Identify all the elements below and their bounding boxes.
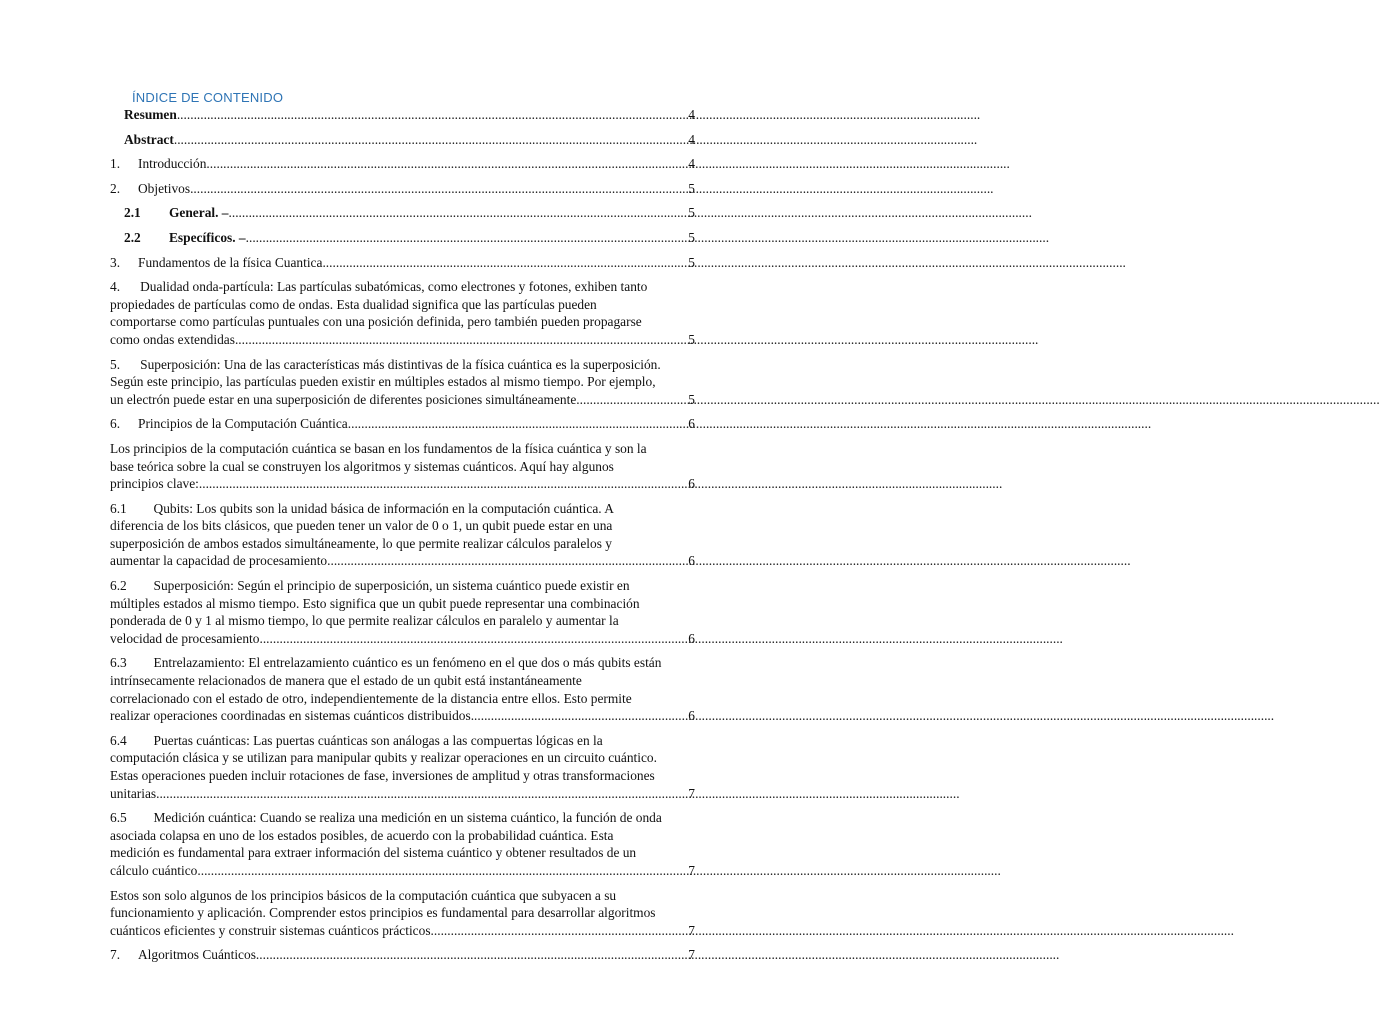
toc-page-number: 6 <box>688 476 695 492</box>
toc-text-line: Los principios de la computación cuántica se basan en los fundamentos de la física cuántica y son la <box>110 440 647 456</box>
toc-entry-algoritmos[interactable] <box>110 946 695 964</box>
toc-entry-number: 2.2 <box>124 229 141 245</box>
toc-text-line: realizar operaciones coordinadas en sistemas cuánticos distribuidos <box>110 708 471 724</box>
toc-page-number: 4 <box>688 131 695 147</box>
toc-text-line: múltiples estados al mismo tiempo. Esto significa que un qubit puede representar una combinación <box>110 595 640 611</box>
toc-entry-number: 3. <box>110 254 121 270</box>
toc-page-number: 5 <box>688 229 695 245</box>
dot-leader <box>576 391 687 409</box>
toc-text-line: diferencia de los bits clásicos, que pueden tener un valor de 0 o 1, un qubit puede estar en una <box>110 518 613 534</box>
toc-page-number: 5 <box>688 180 695 196</box>
toc-entry-conclusion-principios[interactable] <box>110 887 695 940</box>
toc-entry-text: Principios de la Computación Cuántica <box>138 416 348 432</box>
toc-text-line: 6.2 Superposición: Según el principio de superposición, un sistema cuántico puede existir en <box>110 578 630 594</box>
toc-text-line: 5. Superposición: Una de las características más distintivas de la física cuántica es la superposición. <box>110 356 661 372</box>
dot-leader <box>229 204 688 222</box>
dot-leader <box>177 106 687 124</box>
toc-entry-text: Específicos. – <box>169 229 246 245</box>
dot-leader <box>199 475 687 493</box>
toc-entry-text: General. – <box>169 205 229 221</box>
toc-page-number: 6 <box>688 416 695 432</box>
toc-entry-puertas-cuanticas[interactable] <box>110 732 695 802</box>
toc-page-number: 6 <box>688 553 695 569</box>
toc-entry-principios[interactable] <box>110 415 695 433</box>
toc-text-line: cálculo cuántico <box>110 862 198 878</box>
dot-leader <box>327 552 687 570</box>
toc-entry-number: 2. <box>110 180 121 196</box>
dot-leader <box>206 155 687 173</box>
dot-leader <box>174 131 687 149</box>
toc-entry-dualidad[interactable] <box>110 278 695 348</box>
dot-leader <box>431 922 688 940</box>
toc-page-number: 5 <box>688 254 695 270</box>
toc-text-line: como ondas extendidas <box>110 331 235 347</box>
toc-text-line: ponderada de 0 y 1 al mismo tiempo, lo que permite realizar cálculos en paralelo y aumentar la <box>110 613 619 629</box>
toc-entry-qubits[interactable] <box>110 500 695 570</box>
toc-text-line: 6.3 Entrelazamiento: El entrelazamiento cuántico es un fenómeno en el que dos o más qubits están <box>110 655 662 671</box>
table-of-contents <box>110 106 695 971</box>
toc-entry-objetivos[interactable] <box>110 180 695 198</box>
toc-entry-fundamentos[interactable] <box>110 254 695 272</box>
toc-text-line: cuánticos eficientes y construir sistemas cuánticos prácticos <box>110 922 431 938</box>
toc-entry-abstract[interactable] <box>110 131 695 149</box>
toc-text-line: computación clásica y se utilizan para manipular qubits y realizar operaciones en un circuito cuántico. <box>110 750 657 766</box>
toc-entry-text: Fundamentos de la física Cuantica <box>138 254 323 270</box>
toc-entry-general[interactable] <box>110 204 695 222</box>
dot-leader <box>190 180 687 198</box>
toc-title: ÍNDICE DE CONTENIDO <box>132 90 284 105</box>
dot-leader <box>322 254 687 272</box>
dot-leader <box>246 229 688 247</box>
toc-text-line: principios clave: <box>110 476 199 492</box>
dot-leader <box>235 331 687 349</box>
toc-text-line: 6.5 Medición cuántica: Cuando se realiza una medición en un sistema cuántico, la función de onda <box>110 810 662 826</box>
toc-entry-introduccion[interactable] <box>110 155 695 173</box>
toc-text-line: correlacionado con el estado de otro, independientemente de la distancia entre ellos. Esto permite <box>110 690 632 706</box>
toc-text-line: asociada colapsa en uno de los estados posibles, de acuerdo con la probabilidad cuántica. Esta <box>110 827 614 843</box>
toc-text-line: medición es fundamental para extraer información del sistema cuántico y obtener resultados de un <box>110 845 637 861</box>
toc-page-number: 7 <box>688 947 695 963</box>
toc-page-number: 7 <box>688 862 695 878</box>
dot-leader <box>156 785 687 803</box>
toc-page-number: 6 <box>688 630 695 646</box>
toc-entry-superposicion-cuantica[interactable] <box>110 577 695 647</box>
toc-page-number: 7 <box>688 785 695 801</box>
dot-leader <box>348 415 688 433</box>
toc-text-line: propiedades de partículas como de ondas. Esta dualidad significa que las partículas pueden <box>110 296 597 312</box>
toc-entry-text: Objetivos <box>138 180 191 196</box>
toc-entry-entrelazamiento[interactable] <box>110 654 695 724</box>
toc-text-line: Estos son solo algunos de los principios básicos de la computación cuántica que subyacen a su <box>110 887 617 903</box>
toc-text-line: aumentar la capacidad de procesamiento <box>110 553 328 569</box>
toc-text-line: un electrón puede estar en una superposición de diferentes posiciones simultáneamente <box>110 391 577 407</box>
toc-text-line: 6.1 Qubits: Los qubits son la unidad básica de información en la computación cuántica. A <box>110 500 614 516</box>
toc-text-line: comportarse como partículas puntuales con una posición definida, pero también pueden propagarse <box>110 314 642 330</box>
toc-text-line: Estas operaciones pueden incluir rotaciones de fase, inversiones de amplitud y otras transformaciones <box>110 768 655 783</box>
toc-text-line: intrínsecamente relacionados de manera que el estado de un qubit está instantáneamente <box>110 673 582 689</box>
toc-text-line: Según este principio, las partículas pueden existir en múltiples estados al mismo tiempo. Por ejemplo, <box>110 374 656 390</box>
toc-page-number: 4 <box>688 107 695 122</box>
toc-text-line: unitarias <box>110 785 157 801</box>
toc-entry-number: 6. <box>110 416 121 432</box>
toc-entry-number: 7. <box>110 947 121 963</box>
toc-entry-text: Abstract <box>124 131 174 147</box>
toc-text-line: 4. Dualidad onda-partícula: Las partículas subatómicas, como electrones y fotones, exhiben tanto <box>110 279 648 295</box>
toc-entry-text: Resumen <box>124 107 177 122</box>
toc-page-number: 7 <box>688 922 695 938</box>
toc-page-number: 5 <box>688 205 695 221</box>
dot-leader <box>256 946 687 964</box>
toc-entry-principios-intro[interactable] <box>110 440 695 493</box>
toc-text-line: velocidad de procesamiento <box>110 630 260 646</box>
toc-text-line: 6.4 Puertas cuánticas: Las puertas cuánticas son análogas a las compuertas lógicas en la <box>110 732 603 748</box>
toc-entry-text: Algoritmos Cuánticos <box>138 947 256 963</box>
dot-leader <box>259 630 687 648</box>
toc-text-line: superposición de ambos estados simultáneamente, lo que permite realizar cálculos paralelos y <box>110 535 612 551</box>
toc-page-number: 5 <box>688 391 695 407</box>
dot-leader <box>471 707 688 725</box>
toc-entry-resumen[interactable] <box>110 106 695 124</box>
toc-entry-superposicion[interactable] <box>110 356 695 409</box>
dot-leader <box>197 862 687 880</box>
toc-entry-medicion-cuantica[interactable] <box>110 809 695 879</box>
toc-page-number: 6 <box>688 708 695 724</box>
toc-text-line: base teórica sobre la cual se construyen los algoritmos y sistemas cuánticos. Aquí hay algunos <box>110 458 614 474</box>
toc-entry-especificos[interactable] <box>110 229 695 247</box>
toc-entry-number: 1. <box>110 156 121 172</box>
toc-text-line: funcionamiento y aplicación. Comprender estos principios es fundamental para desarrollar algoritmos <box>110 905 656 921</box>
toc-entry-number: 2.1 <box>124 205 141 221</box>
toc-entry-text: Introducción <box>138 156 207 172</box>
toc-page-number: 5 <box>688 331 695 347</box>
toc-page-number: 4 <box>688 156 695 172</box>
